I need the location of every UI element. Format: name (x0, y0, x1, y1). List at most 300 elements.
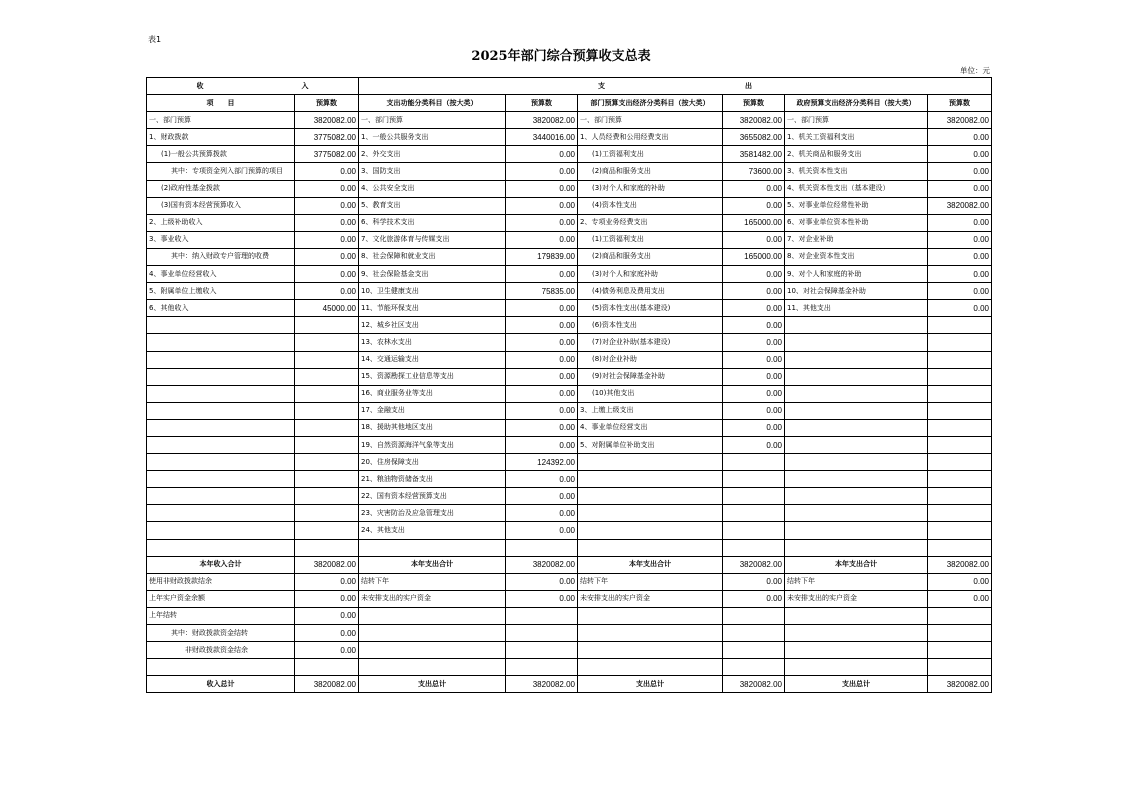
item-label-cell: 5、附属单位上缴收入 (147, 283, 295, 300)
budget-value-cell: 3820082.00 (506, 112, 578, 129)
budget-value-cell: 0.00 (928, 163, 992, 180)
item-label-cell: 上年结转 (147, 607, 295, 624)
budget-value-cell (506, 659, 578, 676)
item-label-cell (785, 522, 928, 539)
budget-value-cell: 0.00 (506, 334, 578, 351)
item-label-cell (578, 642, 723, 659)
budget-value-cell: 3440016.00 (506, 129, 578, 146)
budget-value-cell (295, 351, 359, 368)
item-label-cell: (3)对个人和家庭补助 (578, 266, 723, 283)
table-row (147, 351, 992, 368)
budget-value-cell: 0.00 (723, 351, 785, 368)
item-label-cell (578, 454, 723, 471)
budget-value-cell (928, 607, 992, 624)
budget-value-cell (295, 454, 359, 471)
table-row (147, 248, 992, 265)
item-label-cell: 其中：财政拨款资金结转 (147, 625, 295, 642)
budget-value-cell: 0.00 (295, 266, 359, 283)
item-label-cell (578, 471, 723, 488)
item-label-cell: 4、机关资本性支出（基本建设） (785, 180, 928, 197)
item-label-cell: 8、社会保障和就业支出 (359, 248, 506, 265)
header-row-2 (147, 95, 992, 112)
budget-value-cell: 0.00 (295, 231, 359, 248)
budget-value-cell: 0.00 (928, 590, 992, 607)
col-gov-header: 政府预算支出经济分类科目（按大类） (785, 95, 928, 112)
item-label-cell: 14、交通运输支出 (359, 351, 506, 368)
item-label-cell: 一、部门预算 (359, 112, 506, 129)
budget-value-cell (928, 419, 992, 436)
item-label-cell: 4、事业单位经营收入 (147, 266, 295, 283)
item-label-cell (147, 368, 295, 385)
item-label-cell: 9、社会保险基金支出 (359, 266, 506, 283)
item-label-cell: 其中：纳入财政专户管理的收费 (147, 248, 295, 265)
item-label-cell: 支出总计 (578, 676, 723, 693)
budget-value-cell (928, 351, 992, 368)
budget-value-cell: 179839.00 (506, 248, 578, 265)
item-label-cell: 8、对企业资本性支出 (785, 248, 928, 265)
budget-value-cell: 0.00 (506, 385, 578, 402)
budget-value-cell (723, 505, 785, 522)
item-label-cell: (1)工资福利支出 (578, 146, 723, 163)
budget-value-cell: 0.00 (295, 248, 359, 265)
item-label-cell (785, 539, 928, 556)
budget-value-cell: 0.00 (506, 573, 578, 590)
budget-value-cell: 73600.00 (723, 163, 785, 180)
budget-value-cell (723, 471, 785, 488)
item-label-cell: 1、财政拨款 (147, 129, 295, 146)
table-row (147, 368, 992, 385)
item-label-cell (785, 402, 928, 419)
budget-value-cell: 0.00 (506, 300, 578, 317)
table-row (147, 454, 992, 471)
item-label-cell: 本年支出合计 (359, 556, 506, 573)
item-label-cell: 未安排支出的实户资金 (578, 590, 723, 607)
item-label-cell (785, 419, 928, 436)
budget-value-cell (506, 607, 578, 624)
table-row (147, 266, 992, 283)
budget-value-cell: 0.00 (506, 419, 578, 436)
item-label-cell: 7、对企业补助 (785, 231, 928, 248)
item-label-cell (785, 351, 928, 368)
budget-value-cell: 0.00 (506, 266, 578, 283)
item-label-cell (785, 607, 928, 624)
table-row (147, 419, 992, 436)
item-label-cell: 4、公共安全支出 (359, 180, 506, 197)
budget-value-cell (928, 539, 992, 556)
item-label-cell: 11、其他支出 (785, 300, 928, 317)
col-budget-header: 预算数 (295, 95, 359, 112)
table-row (147, 283, 992, 300)
table-row (147, 505, 992, 522)
budget-value-cell: 0.00 (506, 214, 578, 231)
header-row-1 (147, 78, 992, 95)
budget-value-cell (723, 607, 785, 624)
item-label-cell: 一、部门预算 (785, 112, 928, 129)
budget-value-cell: 0.00 (506, 180, 578, 197)
budget-value-cell (295, 317, 359, 334)
budget-value-cell (723, 488, 785, 505)
item-label-cell (785, 454, 928, 471)
budget-value-cell (928, 488, 992, 505)
item-label-cell: 上年实户资金余额 (147, 590, 295, 607)
item-label-cell: 5、对事业单位经常性补助 (785, 197, 928, 214)
item-label-cell: 18、援助其他地区支出 (359, 419, 506, 436)
budget-value-cell (295, 402, 359, 419)
unit-label: 单位：元 (960, 66, 990, 75)
item-label-cell: 9、对个人和家庭的补助 (785, 266, 928, 283)
item-label-cell: 2、外交支出 (359, 146, 506, 163)
budget-value-cell: 0.00 (506, 471, 578, 488)
item-label-cell: 本年支出合计 (578, 556, 723, 573)
table-row (147, 146, 992, 163)
item-label-cell: 10、对社会保障基金补助 (785, 283, 928, 300)
budget-value-cell: 0.00 (506, 351, 578, 368)
table-row (147, 231, 992, 248)
budget-value-cell: 0.00 (506, 317, 578, 334)
item-label-cell: 19、自然资源海洋气象等支出 (359, 436, 506, 453)
item-label-cell: 支出总计 (785, 676, 928, 693)
budget-value-cell (295, 385, 359, 402)
table-row (147, 334, 992, 351)
budget-value-cell: 0.00 (723, 385, 785, 402)
item-label-cell: 6、科学技术支出 (359, 214, 506, 231)
budget-value-cell: 0.00 (723, 266, 785, 283)
table-row (147, 642, 992, 659)
item-label-cell: 一、部门预算 (578, 112, 723, 129)
item-label-cell: 6、对事业单位资本性补助 (785, 214, 928, 231)
table-row (147, 180, 992, 197)
budget-value-cell: 3820082.00 (928, 197, 992, 214)
item-label-cell: 其中：专项资金列入部门预算的项目 (147, 163, 295, 180)
item-label-cell: 24、其他支出 (359, 522, 506, 539)
item-label-cell (359, 625, 506, 642)
table-row (147, 317, 992, 334)
item-label-cell: (8)对企业补助 (578, 351, 723, 368)
budget-value-cell: 45000.00 (295, 300, 359, 317)
budget-value-cell: 75835.00 (506, 283, 578, 300)
budget-value-cell (928, 471, 992, 488)
item-label-cell (785, 368, 928, 385)
table-row (147, 522, 992, 539)
table-row (147, 539, 992, 556)
item-label-cell: 结转下年 (359, 573, 506, 590)
table-row (147, 385, 992, 402)
item-label-cell: 1、人员经费和公用经费支出 (578, 129, 723, 146)
budget-value-cell: 3820082.00 (723, 676, 785, 693)
budget-value-cell: 0.00 (928, 300, 992, 317)
item-label-cell: 4、事业单位经营支出 (578, 419, 723, 436)
budget-value-cell (928, 402, 992, 419)
budget-value-cell: 0.00 (928, 180, 992, 197)
item-label-cell: 10、卫生健康支出 (359, 283, 506, 300)
budget-value-cell: 3820082.00 (295, 112, 359, 129)
item-label-cell: (2)商品和服务支出 (578, 163, 723, 180)
budget-value-cell (928, 625, 992, 642)
col-dept-header: 部门预算支出经济分类科目（按大类） (578, 95, 723, 112)
page-label: 表1 (148, 35, 162, 44)
item-label-cell (578, 607, 723, 624)
budget-value-cell: 0.00 (723, 197, 785, 214)
budget-value-cell (928, 368, 992, 385)
budget-value-cell (295, 334, 359, 351)
item-label-cell: 13、农林水支出 (359, 334, 506, 351)
col-budget-header: 预算数 (928, 95, 992, 112)
item-label-cell: 收入总计 (147, 676, 295, 693)
item-label-cell: 16、商业服务业等支出 (359, 385, 506, 402)
budget-value-cell (723, 522, 785, 539)
item-label-cell: 一、部门预算 (147, 112, 295, 129)
item-label-cell: 6、其他收入 (147, 300, 295, 317)
item-label-cell: 15、资源勘探工业信息等支出 (359, 368, 506, 385)
col-budget-header: 预算数 (723, 95, 785, 112)
item-label-cell: 3、上缴上级支出 (578, 402, 723, 419)
budget-value-cell: 3581482.00 (723, 146, 785, 163)
item-label-cell: (1)工资福利支出 (578, 231, 723, 248)
table-row (147, 436, 992, 453)
item-label-cell (578, 659, 723, 676)
item-label-cell: (1)一般公共预算拨款 (147, 146, 295, 163)
item-label-cell: (3)对个人和家庭的补助 (578, 180, 723, 197)
item-label-cell: (2)商品和服务支出 (578, 248, 723, 265)
budget-value-cell (295, 659, 359, 676)
item-label-cell: (3)国有资本经营预算收入 (147, 197, 295, 214)
budget-value-cell: 0.00 (506, 522, 578, 539)
budget-value-cell: 0.00 (506, 197, 578, 214)
item-label-cell: 22、国有资本经营预算支出 (359, 488, 506, 505)
table-row (147, 659, 992, 676)
budget-value-cell (295, 419, 359, 436)
item-label-cell (359, 642, 506, 659)
item-label-cell: (6)资本性支出 (578, 317, 723, 334)
item-label-cell: (5)资本性支出(基本建设) (578, 300, 723, 317)
budget-value-cell: 0.00 (723, 573, 785, 590)
budget-value-cell (928, 334, 992, 351)
item-label-cell (147, 454, 295, 471)
item-label-cell: 2、专项业务经费支出 (578, 214, 723, 231)
budget-value-cell: 0.00 (295, 625, 359, 642)
budget-value-cell: 0.00 (723, 436, 785, 453)
budget-value-cell: 0.00 (723, 334, 785, 351)
budget-value-cell: 0.00 (506, 488, 578, 505)
item-label-cell: (7)对企业补助(基本建设) (578, 334, 723, 351)
item-label-cell (147, 522, 295, 539)
budget-value-cell: 165000.00 (723, 248, 785, 265)
budget-value-cell (723, 659, 785, 676)
item-label-cell: 结转下年 (578, 573, 723, 590)
budget-value-cell (295, 522, 359, 539)
item-label-cell: 1、机关工资福利支出 (785, 129, 928, 146)
budget-value-cell: 0.00 (295, 590, 359, 607)
page-title: 2025年部门综合预算收支总表 (471, 49, 651, 64)
budget-value-cell (295, 505, 359, 522)
item-label-cell (578, 539, 723, 556)
item-label-cell: (2)政府性基金拨款 (147, 180, 295, 197)
budget-value-cell: 0.00 (723, 231, 785, 248)
item-label-cell: 结转下年 (785, 573, 928, 590)
item-label-cell (147, 402, 295, 419)
budget-summary-table (146, 77, 992, 693)
item-label-cell (359, 539, 506, 556)
table-row (147, 197, 992, 214)
item-label-cell: 使用非财政拨款结余 (147, 573, 295, 590)
budget-value-cell: 0.00 (506, 368, 578, 385)
item-label-cell: 20、住房保障支出 (359, 454, 506, 471)
item-label-cell: 非财政拨款资金结余 (147, 642, 295, 659)
budget-value-cell: 0.00 (723, 368, 785, 385)
item-label-cell: 7、文化旅游体育与传媒支出 (359, 231, 506, 248)
item-label-cell: 未安排支出的实户资金 (359, 590, 506, 607)
subtotal-row (147, 556, 992, 573)
budget-value-cell: 0.00 (506, 231, 578, 248)
item-label-cell: 17、金融支出 (359, 402, 506, 419)
item-label-cell (785, 436, 928, 453)
budget-value-cell: 0.00 (295, 573, 359, 590)
table-row (147, 129, 992, 146)
item-label-cell (147, 659, 295, 676)
budget-value-cell: 0.00 (506, 163, 578, 180)
budget-value-cell (723, 625, 785, 642)
budget-value-cell: 3820082.00 (723, 556, 785, 573)
budget-value-cell: 0.00 (506, 402, 578, 419)
budget-value-cell: 3820082.00 (928, 676, 992, 693)
budget-value-cell (928, 454, 992, 471)
item-label-cell (147, 351, 295, 368)
item-label-cell: 5、教育支出 (359, 197, 506, 214)
item-label-cell: 2、机关商品和服务支出 (785, 146, 928, 163)
table-row (147, 300, 992, 317)
budget-value-cell: 0.00 (295, 642, 359, 659)
budget-value-cell: 0.00 (723, 317, 785, 334)
budget-value-cell: 124392.00 (506, 454, 578, 471)
item-label-cell (147, 505, 295, 522)
table-row (147, 112, 992, 129)
budget-value-cell: 0.00 (723, 283, 785, 300)
col-item-header: 项 目 (147, 95, 295, 112)
item-label-cell (147, 471, 295, 488)
table-row (147, 488, 992, 505)
budget-value-cell (295, 368, 359, 385)
budget-value-cell (723, 642, 785, 659)
item-label-cell: 3、国防支出 (359, 163, 506, 180)
item-label-cell (147, 385, 295, 402)
budget-value-cell (723, 454, 785, 471)
item-label-cell (785, 488, 928, 505)
item-label-cell: 12、城乡社区支出 (359, 317, 506, 334)
item-label-cell (147, 334, 295, 351)
item-label-cell (147, 317, 295, 334)
budget-value-cell: 0.00 (723, 419, 785, 436)
item-label-cell (785, 625, 928, 642)
budget-value-cell (928, 436, 992, 453)
table-row (147, 625, 992, 642)
budget-value-cell: 3820082.00 (295, 676, 359, 693)
budget-value-cell: 0.00 (928, 146, 992, 163)
table-row (147, 402, 992, 419)
item-label-cell (147, 488, 295, 505)
table-row (147, 163, 992, 180)
budget-value-cell: 0.00 (723, 590, 785, 607)
budget-value-cell (928, 522, 992, 539)
budget-value-cell (506, 642, 578, 659)
budget-value-cell: 0.00 (295, 163, 359, 180)
table-row (147, 590, 992, 607)
budget-value-cell: 165000.00 (723, 214, 785, 231)
item-label-cell (147, 419, 295, 436)
budget-value-cell (295, 539, 359, 556)
budget-value-cell (506, 539, 578, 556)
item-label-cell (785, 471, 928, 488)
budget-value-cell (295, 488, 359, 505)
budget-value-cell: 3775082.00 (295, 129, 359, 146)
budget-value-cell (295, 436, 359, 453)
budget-value-cell: 3820082.00 (506, 676, 578, 693)
item-label-cell: (4)债务利息及费用支出 (578, 283, 723, 300)
budget-value-cell (506, 625, 578, 642)
budget-value-cell: 0.00 (295, 197, 359, 214)
item-label-cell (578, 505, 723, 522)
budget-value-cell (295, 471, 359, 488)
item-label-cell: 未安排支出的实户资金 (785, 590, 928, 607)
item-label-cell: (10)其他支出 (578, 385, 723, 402)
budget-value-cell: 0.00 (506, 505, 578, 522)
table-row (147, 471, 992, 488)
item-label-cell: 1、一般公共服务支出 (359, 129, 506, 146)
item-label-cell (785, 659, 928, 676)
budget-value-cell: 0.00 (928, 129, 992, 146)
budget-value-cell: 3820082.00 (506, 556, 578, 573)
budget-value-cell: 0.00 (723, 180, 785, 197)
budget-value-cell: 0.00 (928, 231, 992, 248)
table-row (147, 214, 992, 231)
item-label-cell (359, 607, 506, 624)
budget-value-cell: 0.00 (928, 214, 992, 231)
budget-value-cell: 0.00 (928, 283, 992, 300)
table-row (147, 573, 992, 590)
budget-value-cell (928, 659, 992, 676)
budget-value-cell: 3820082.00 (928, 112, 992, 129)
col-func-header: 支出功能分类科目（按大类） (359, 95, 506, 112)
item-label-cell (147, 436, 295, 453)
budget-value-cell: 0.00 (723, 300, 785, 317)
budget-value-cell: 0.00 (295, 283, 359, 300)
budget-value-cell: 0.00 (295, 607, 359, 624)
item-label-cell: 3、事业收入 (147, 231, 295, 248)
budget-value-cell: 0.00 (928, 573, 992, 590)
item-label-cell: 支出总计 (359, 676, 506, 693)
item-label-cell: 2、上级补助收入 (147, 214, 295, 231)
col-budget-header: 预算数 (506, 95, 578, 112)
budget-value-cell: 3820082.00 (928, 556, 992, 573)
item-label-cell: 本年支出合计 (785, 556, 928, 573)
budget-value-cell: 3775082.00 (295, 146, 359, 163)
budget-value-cell: 0.00 (506, 146, 578, 163)
item-label-cell (785, 642, 928, 659)
item-label-cell: (4)资本性支出 (578, 197, 723, 214)
budget-value-cell: 0.00 (506, 590, 578, 607)
item-label-cell (578, 625, 723, 642)
budget-value-cell: 0.00 (723, 402, 785, 419)
table-row (147, 607, 992, 624)
item-label-cell (578, 488, 723, 505)
budget-value-cell: 3820082.00 (295, 556, 359, 573)
budget-value-cell: 0.00 (295, 180, 359, 197)
item-label-cell (359, 659, 506, 676)
budget-value-cell (928, 385, 992, 402)
expense-header: 支 出 (359, 78, 992, 95)
budget-value-cell (928, 642, 992, 659)
income-header: 收 入 (147, 78, 359, 95)
item-label-cell (785, 385, 928, 402)
